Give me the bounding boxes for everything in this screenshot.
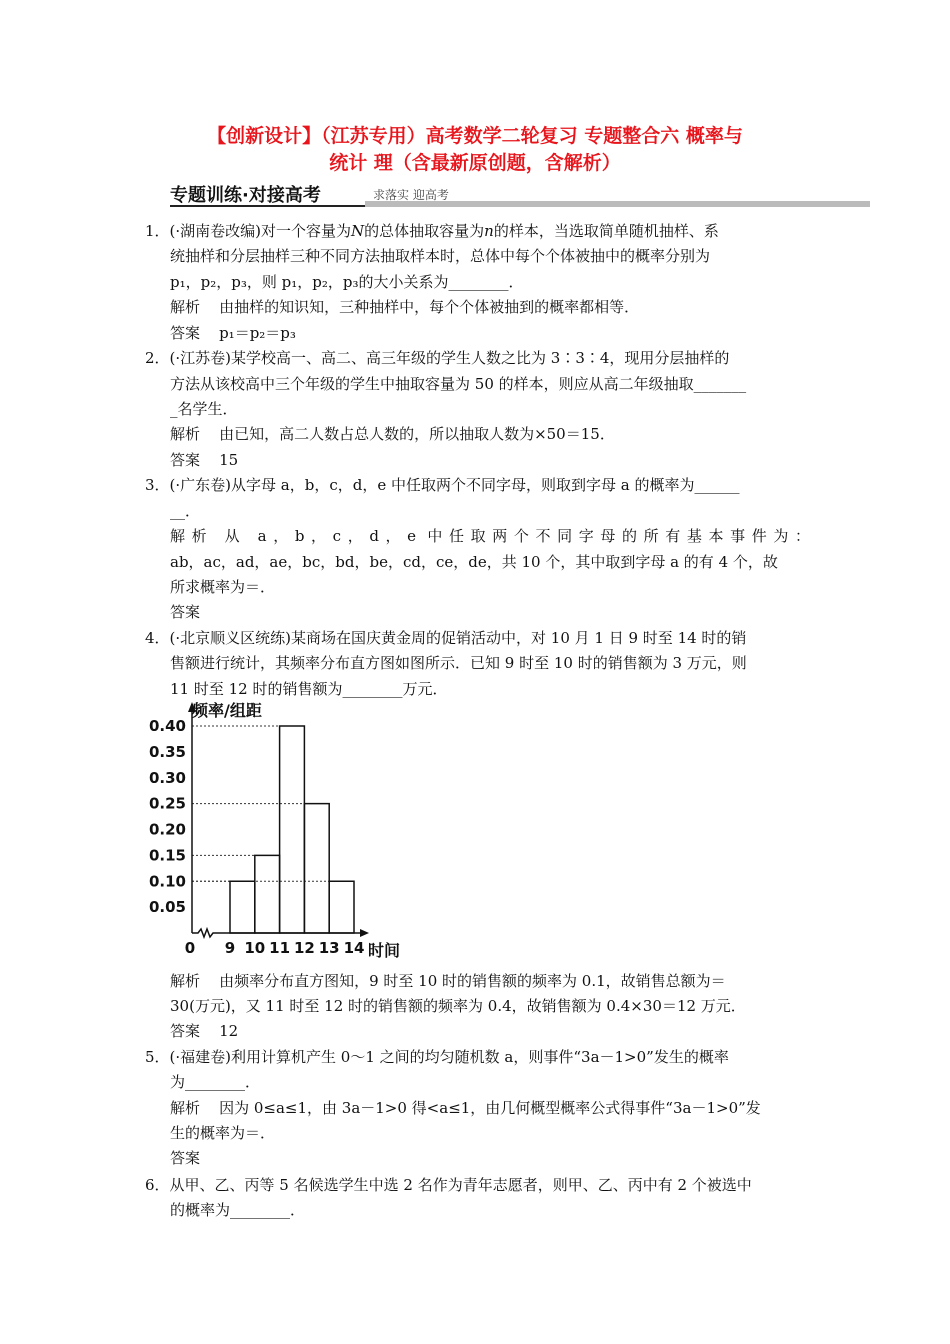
section-banner (170, 181, 870, 207)
y-tick-label: 0.05 (148, 898, 186, 917)
question-5-line-2: 为________． (170, 1073, 261, 1091)
question-4-answer: 答案 12 (170, 1022, 239, 1040)
histogram-axes (188, 702, 369, 937)
question-4-analysis-1: 解析 由频率分布直方图知，9 时至 10 时的销售额的频率为 0.1，故销售总额为＝ (170, 972, 726, 990)
x-tick-label: 0 (184, 939, 196, 957)
histogram-y-tick-labels (149, 717, 186, 916)
question-3-line-1: 3．(·广东卷)从字母 a，b，c，d，e 中任取两个不同字母，则取到字母 a 的概率为______ (145, 476, 740, 494)
question-2-line-2: 方法从该校高中三个年级的学生中抽取容量为 50 的样本，则应从高二年级抽取_______ (170, 375, 747, 393)
histogram-bar (280, 726, 305, 933)
y-tick-label: 0.15 (148, 846, 186, 865)
x-tick-label: 14 (343, 939, 365, 957)
question-3-analysis-1: 解析 从 a，b，c，d，e 中任取两个不同字母的所有基本事件为： (170, 527, 810, 545)
question-5-analysis-2: 生的概率为＝． (170, 1124, 276, 1142)
histogram-x-axis-label: 时间 (368, 941, 401, 960)
y-tick-label: 0.40 (148, 717, 186, 735)
x-tick-label: 10 (244, 939, 266, 957)
frequency-histogram (140, 698, 420, 966)
y-tick-label: 0.30 (148, 768, 186, 787)
histogram-bar (304, 804, 329, 933)
question-5-answer: 答案 (170, 1149, 201, 1167)
question-3-answer: 答案 (170, 603, 201, 621)
histogram-bar (255, 855, 280, 933)
question-4-line-2: 售额进行统计，其频率分布直方图如图所示．已知 9 时至 10 时的销售额为 3 万元，则 (170, 654, 747, 672)
x-tick-label: 11 (269, 939, 291, 957)
x-tick-label: 13 (318, 939, 340, 957)
question-2-analysis: 解析 由已知，高二人数占总人数的，所以抽取人数为×50＝15． (170, 425, 615, 443)
question-3-line-2: __． (170, 502, 201, 520)
question-3-analysis-2: ab，ac，ad，ae，bc，bd，be，cd，ce，de，共 10 个，其中取到字母 a 的有 4 个，故 (170, 553, 778, 571)
question-1-line-2: 统抽样和分层抽样三种不同方法抽取样本时，总体中每个个体被抽中的概率分别为 (170, 247, 711, 265)
question-4-line-1: 4．(·北京顺义区统练)某商场在国庆黄金周的促销活动中，对 10 月 1 日 9 时至 14 时的销 (145, 629, 747, 647)
question-5-analysis-1: 解析 因为 0≤a≤1，由 3a－1>0 得<a≤1，由几何概型概率公式得事件“3a－1>0”发 (170, 1099, 761, 1117)
histogram-bars (230, 726, 354, 933)
histogram-bar (230, 881, 255, 933)
question-2-answer: 答案 15 (170, 451, 239, 469)
banner-subheading: 求落实 迎高考 (373, 188, 449, 202)
question-1-analysis: 解析 由抽样的知识知，三种抽样中，每个个体被抽到的概率都相等． (170, 298, 640, 316)
histogram-y-axis-label: 频率/组距 (192, 701, 262, 720)
banner-heading: 专题训练·对接高考 (170, 185, 321, 206)
question-4-line-3: 11 时至 12 时的销售额为________万元． (170, 680, 448, 698)
question-6-line-1: 6．从甲、乙、丙等 5 名候选学生中选 2 名作为青年志愿者，则甲、乙、丙中有 2 个被选中 (145, 1176, 752, 1194)
question-1-line-3: p₁，p₂，p₃，则 p₁，p₂，p₃的大小关系为________． (170, 273, 524, 291)
question-1-answer: 答案 p₁＝p₂＝p₃ (170, 324, 296, 342)
question-5-line-1: 5．(·福建卷)利用计算机产生 0～1 之间的均匀随机数 a，则事件“3a－1>0”发生的概率 (145, 1048, 729, 1066)
x-tick-label: 9 (224, 939, 236, 957)
y-tick-label: 0.25 (148, 794, 186, 813)
question-2-line-1: 2．(·江苏卷)某学校高一、高二、高三年级的学生人数之比为 3∶3∶4，现用分层抽样的 (145, 349, 730, 367)
title-line-1: 【创新设计】（江苏专用）高考数学二轮复习 专题整合六 概率与 (207, 125, 743, 147)
x-axis-arrow (360, 929, 369, 937)
question-3-analysis-3: 所求概率为＝． (170, 578, 276, 596)
histogram-bar (329, 881, 354, 933)
question-4-analysis-2: 30(万元)，又 11 时至 12 时的销售额的频率为 0.4，故销售额为 0.4×30＝12 万元． (170, 997, 746, 1015)
histogram-x-tick-labels (185, 939, 365, 957)
x-tick-label: 12 (293, 939, 315, 957)
document-title (120, 123, 830, 177)
y-tick-label: 0.10 (148, 872, 186, 891)
y-tick-label: 0.35 (148, 742, 186, 761)
question-6-line-2: 的概率为________． (170, 1201, 306, 1219)
question-2-line-3: _名学生． (170, 400, 238, 418)
y-tick-label: 0.20 (148, 820, 186, 839)
title-line-2: 统计 理（含最新原创题，含解析） (329, 152, 621, 174)
question-1-line-1: 1．(·湖南卷改编)对一个容量为N的总体抽取容量为n的样本，当选取简单随机抽样、系 (145, 222, 719, 240)
